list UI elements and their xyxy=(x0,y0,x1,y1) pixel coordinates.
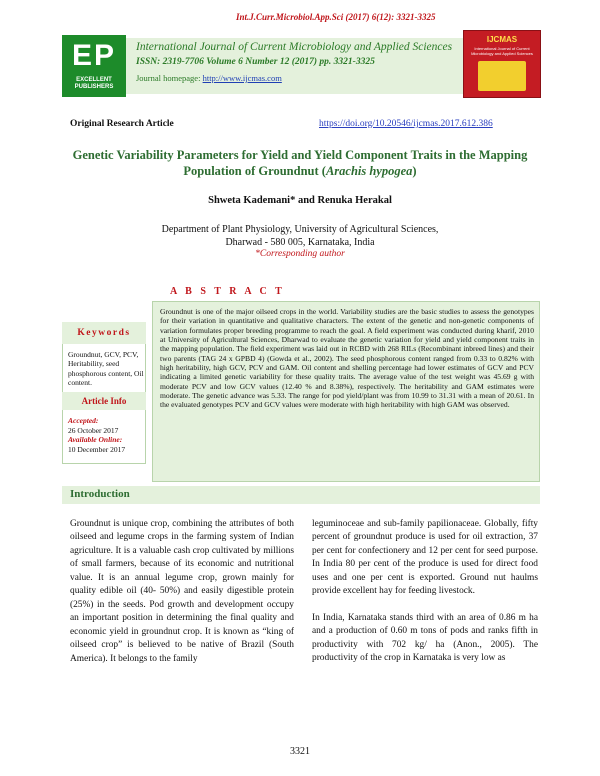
accepted-label: Accepted: xyxy=(68,416,99,425)
affiliation xyxy=(0,223,600,249)
abstract-heading: A B S T R A C T xyxy=(170,286,285,297)
corresponding-author: *Corresponding author xyxy=(255,249,345,259)
title-part1: Genetic Variability Parameters for Yield and Yield Component Traits in the Mapping Population of Groundnut ( xyxy=(72,148,528,178)
article-type: Original Research Article xyxy=(70,119,174,129)
intro-paragraph: leguminoceae and sub-family papilionaceae. Globally, fifty percent of groundnut produce is used for oil extraction, 37 per cent for confectionery and 12 per cent for seed purpose. In India 80 per cent of the produce is used for direct food uses and one per cent is exported. Ground nut haulms provide excellent hay for feeding livestock. xyxy=(312,519,538,597)
homepage-link[interactable]: http://www.ijcmas.com xyxy=(202,73,282,83)
cover-subtitle: International Journal of Current Microbiology and Applied Sciences xyxy=(471,46,533,56)
online-date: 10 December 2017 xyxy=(68,444,126,454)
journal-homepage xyxy=(136,73,282,83)
title-species: Arachis hypogea xyxy=(325,164,413,178)
introduction-heading: Introduction xyxy=(70,488,130,500)
article-info-text xyxy=(68,416,146,454)
homepage-label: Journal homepage: xyxy=(136,73,203,83)
keywords-text: Groundnut, GCV, PCV, Heritability, seed phosphorous content, Oil content. xyxy=(68,350,144,388)
affiliation-line2: Dharwad - 580 005, Karnataka, India xyxy=(225,237,375,248)
publisher-logo xyxy=(62,35,126,97)
title-part2: ) xyxy=(412,164,417,178)
authors: Shweta Kademani* and Renuka Herakal xyxy=(208,195,392,206)
accepted-date: 26 October 2017 xyxy=(68,425,119,435)
introduction-bar xyxy=(62,486,540,504)
intro-paragraph: In India, Karnataka stands third with an area of 0.86 m ha and a production of 0.60 m tons of pods and ranks fifth in productivity with 702 kg/ ha (Anon., 2005). The productivity of the crop in Karnataka is very low as xyxy=(312,612,538,664)
intro-paragraph: Groundnut is unique crop, combining the attributes of both oilseed and legume crops in the farming system of Indian agriculture. It is a valuable cash crop cultivated by millions of small farmers, because of its economic and nutritional value. It is an annual legume crop, grown mainly for quality edible oil (40- 50%) and easily digestible protein (25%) in the seeds. Pod growth and development occupy an important position in determining the final quality and economic yield in groundnut crop. It is known as “king of oilseed crop” is believed to be native of Brazil (South America). It belongs to the family xyxy=(70,519,294,664)
article-info-heading: Article Info xyxy=(62,392,146,410)
abstract-text: Groundnut is one of the major oilseed crops in the world. Variability studies are the basic studies to assess the genotypes for their variation in quantitative and qualitative characters. The extent of the genetic and non-genetic components of variation formulates proper breeding programme to reach the goal. A field experiment was conducted during kharif, 2010 at University of Agricultural Sciences, Dharwad to evaluate the genetic variation for yield and yield component traits in the mapping population. The field experiment was laid out in RCBD with 268 RILs (Recombinant inbreed lines) and their two parents (TAG 24 x GPBD 4) (Gowda et al., 2002). The seed phosphorous content ranged from 0.33 to 0.82% with high heritability, high GCV, PCV and GAM. Oil content and shelling percentage had lower estimates of GCV and PCV indicating a limited genetic variability for these quality traits. The average value of the test weight was 45.69 g with moderate PCV and low GCV values (12.40 % and 8.38%), respectively. The heritability and GAM estimates were moderate. The genetic advance was 5.33. The range for pod yield/plant was from 10.99 to 31.31 with a mean of 20.61. In the evaluated genotypes PCV and GCV values were moderate with high heritability with high GAM was observed. xyxy=(160,307,534,410)
online-label: Available Online: xyxy=(68,435,123,445)
logo-text: EXCELLENT PUBLISHERS xyxy=(74,77,114,90)
journal-cover-image xyxy=(463,30,541,98)
issn-line: ISSN: 2319-7706 Volume 6 Number 12 (2017) pp. 3321-3325 xyxy=(136,57,375,67)
journal-reference: Int.J.Curr.Microbiol.App.Sci (2017) 6(12): 3321-3325 xyxy=(236,12,436,22)
logo-letters: EP xyxy=(71,39,117,72)
intro-right-column xyxy=(312,518,538,666)
journal-title: International Journal of Current Microbiology and Applied Sciences xyxy=(136,41,453,53)
cover-title: IJCMAS xyxy=(486,35,518,44)
keywords-heading: Keywords xyxy=(62,322,146,344)
affiliation-line1: Department of Plant Physiology, University of Agricultural Sciences, xyxy=(161,224,439,235)
intro-left-column xyxy=(70,518,294,666)
cover-illustration xyxy=(478,61,526,91)
page-number: 3321 xyxy=(290,746,310,757)
doi-link[interactable]: https://doi.org/10.20546/ijcmas.2017.612.386 xyxy=(319,119,493,129)
paper-title xyxy=(62,147,538,179)
